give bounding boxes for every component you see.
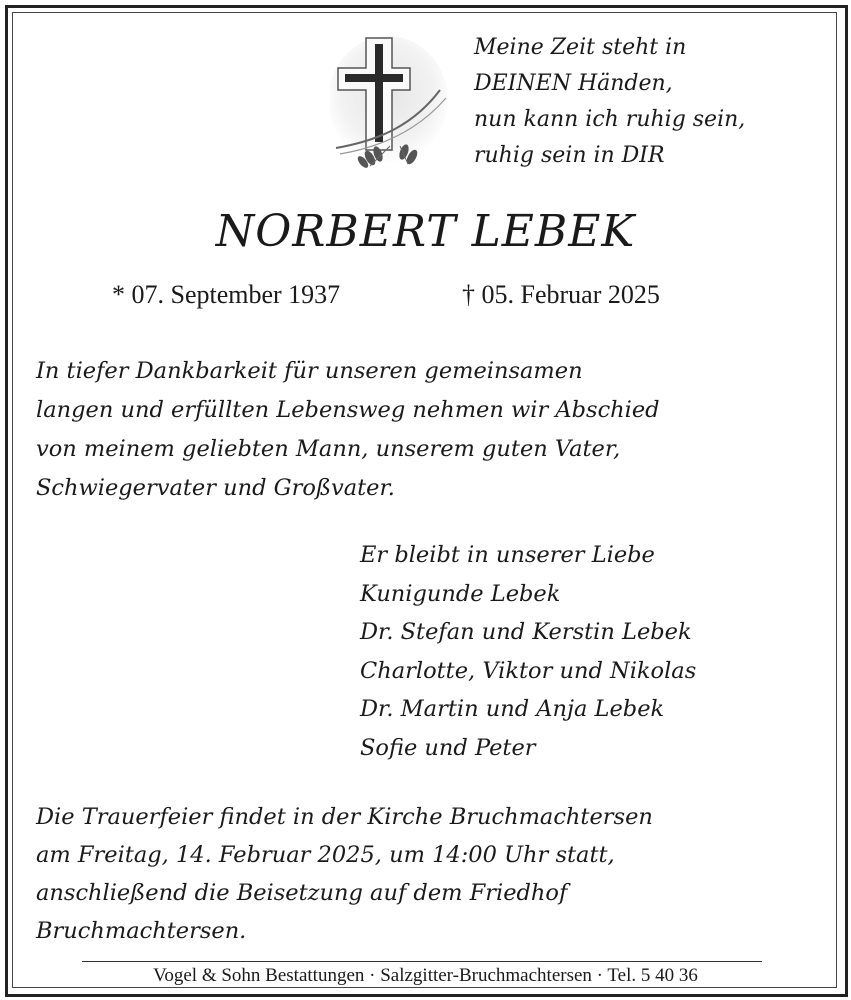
family-line: Er bleibt in unserer Liebe — [360, 542, 655, 568]
cross-with-wheat-icon — [330, 30, 455, 170]
family-signatures — [360, 536, 830, 767]
deceased-name: NORBERT LEBEK — [215, 206, 636, 257]
footer-divider — [82, 961, 762, 962]
funeral-service-info — [36, 798, 826, 950]
family-line: Sofie und Peter — [360, 734, 536, 761]
verse-line: DEINEN Händen, — [474, 71, 673, 96]
message-line: langen und erfüllten Lebensweg nehmen wir Abschied — [36, 397, 660, 423]
service-line: am Freitag, 14. Februar 2025, um 14:00 Uhr statt, — [36, 842, 615, 868]
verse-line: ruhig sein in DIR — [474, 143, 665, 168]
farewell-message — [36, 352, 826, 508]
death-date: † 05. Februar 2025 — [462, 280, 660, 309]
message-line: von meinem geliebten Mann, unserem guten Vater, — [36, 436, 621, 462]
message-line: In tiefer Dankbarkeit für unseren gemeinsamen — [36, 358, 583, 384]
family-line: Dr. Martin und Anja Lebek — [360, 696, 665, 722]
service-line: Bruchmachtersen. — [36, 918, 247, 944]
verse-line: nun kann ich ruhig sein, — [474, 107, 746, 132]
verse — [474, 30, 834, 174]
birth-date: * 07. September 1937 — [112, 280, 341, 309]
funeral-home-footer: Vogel & Sohn Bestattungen · Salzgitter-Bruchmachtersen · Tel. 5 40 36 — [153, 965, 698, 986]
service-line: Die Trauerfeier findet in der Kirche Bruchmachtersen — [36, 804, 653, 830]
verse-line: Meine Zeit steht in — [474, 35, 687, 60]
message-line: Schwiegervater und Großvater. — [36, 475, 395, 501]
service-line: anschließend die Beisetzung auf dem Friedhof — [36, 880, 568, 906]
family-line: Charlotte, Viktor und Nikolas — [360, 657, 697, 684]
family-line: Dr. Stefan und Kerstin Lebek — [360, 619, 692, 645]
family-line: Kunigunde Lebek — [360, 580, 561, 607]
